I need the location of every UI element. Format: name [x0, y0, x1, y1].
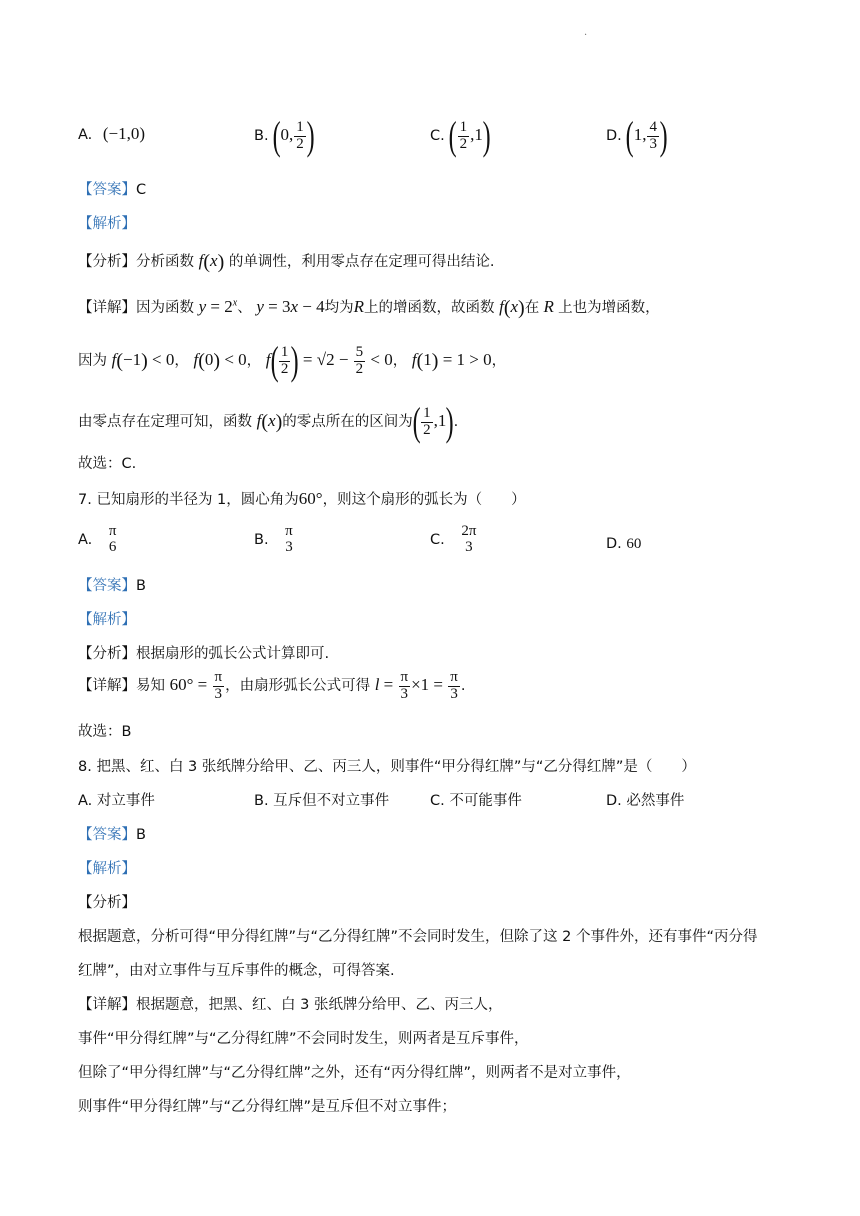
choose-line: 故选：C.: [78, 456, 137, 472]
option-b: [254, 524, 296, 556]
header-mark: ·: [584, 30, 588, 41]
detail-tag: 【详解】: [78, 997, 136, 1013]
option-value: ,1: [470, 125, 483, 144]
detail-line: [78, 670, 465, 703]
right-paren: ): [306, 113, 315, 158]
text: 在: [524, 300, 540, 316]
option-value: 0,: [280, 125, 294, 144]
fraction: $\frac{4}{3}$: [649, 118, 657, 152]
text: 因为函数: [136, 300, 194, 316]
fraction: $\frac{1}{2}$: [459, 118, 468, 152]
text: 分析函数: [136, 254, 194, 270]
fenxi-line: [78, 250, 494, 272]
text: 根据题意，把黑、红、白 3 张纸牌分给甲、乙、丙三人，: [136, 997, 503, 1013]
detail-line-3: [78, 399, 459, 444]
answer-line: [78, 178, 146, 199]
answer-line: [78, 823, 146, 844]
text: 的单调性，利用零点存在定理可得出结论.: [228, 254, 495, 270]
detail-line-1: [78, 296, 660, 318]
math-f-0: f(0) < 0: [193, 349, 247, 372]
option-label: C.: [430, 793, 445, 809]
answer-tag: 【答案】: [78, 578, 136, 594]
option-d: [606, 113, 668, 158]
option-value: 60: [626, 536, 642, 552]
math-f-half: f( $\frac{1}{2}$ ) = √2 − $\frac{5}{2}$ < 0: [265, 338, 393, 383]
text: 易知: [136, 678, 165, 695]
option-text: 对立事件: [96, 793, 155, 809]
option-d: [606, 789, 684, 810]
option-text: 必然事件: [626, 793, 685, 809]
text: ，: [246, 352, 262, 369]
answer-tag: 【答案】: [78, 182, 136, 198]
detail-line-3: 但除了“甲分得红牌”与“乙分得红牌”之外，还有“丙分得红牌”，则两者不是对立事件，: [78, 1065, 631, 1081]
option-b: [254, 113, 315, 158]
option-label: B.: [254, 531, 269, 548]
text: ，则这个扇形的弧长为（ ）: [322, 492, 526, 508]
left-paren: (: [626, 113, 635, 158]
left-paren: (: [272, 113, 281, 158]
option-a: [78, 124, 145, 144]
math-angle: 60°: [298, 489, 323, 508]
fenxi-tag: 【分析】: [78, 646, 136, 662]
analysis-tag: 【解析】: [78, 861, 136, 877]
text: 由零点存在定理可知，函数: [78, 413, 252, 430]
fraction: π 3: [285, 523, 293, 555]
math-exp: $y = 2^x$: [198, 297, 238, 316]
option-label: A.: [78, 127, 93, 143]
option-a: [78, 524, 119, 556]
option-label: B.: [254, 128, 269, 144]
text: .: [460, 678, 466, 695]
answer-value: B: [136, 578, 146, 594]
detail-tag: 【详解】: [78, 678, 136, 695]
option-label: A.: [78, 531, 93, 548]
option-text: 互斥但不对立事件: [273, 793, 390, 809]
right-paren: ): [482, 113, 491, 158]
answer-value: B: [136, 827, 146, 843]
fenxi-text-2: 红牌”，由对立事件与互斥事件的概念，可得答案.: [78, 963, 395, 979]
option-c: [430, 789, 522, 810]
option-label: B.: [254, 793, 269, 809]
option-b: [254, 789, 389, 810]
math-angle-eq: 60° = $\frac{\pi}{3}$: [169, 669, 223, 702]
right-paren: ): [659, 113, 668, 158]
fraction: 2π 3: [461, 523, 477, 555]
option-label: C.: [430, 128, 445, 144]
question-7-stem: [78, 488, 526, 509]
analysis-tag: 【解析】: [78, 612, 136, 628]
text: 、: [237, 300, 252, 316]
text: ，: [392, 352, 408, 369]
option-c: [430, 113, 491, 158]
question-8-stem: 8. 把黑、红、白 3 张纸牌分给甲、乙、丙三人，则事件“甲分得红牌”与“乙分得红牌”是（ ）: [78, 759, 696, 775]
option-value: (−1,0): [102, 124, 146, 143]
left-paren: (: [449, 113, 458, 158]
detail-tag: 【详解】: [78, 300, 136, 316]
text: ，: [491, 352, 507, 369]
text: ，: [174, 352, 189, 369]
text: 根据扇形的弧长公式计算即可.: [136, 646, 330, 662]
math-R: R: [539, 297, 559, 316]
text: 均为: [324, 300, 354, 316]
option-a: [78, 789, 155, 810]
math-f-1: f(1) = 1 > 0: [411, 349, 492, 372]
fenxi-text-1: 根据题意，分析可得“甲分得红牌”与“乙分得红牌”不会同时发生，但除了这 2 个事件外，还有事件“丙分得: [78, 929, 758, 945]
fenxi-line: [78, 642, 329, 663]
text: ，由扇形弧长公式可得: [225, 678, 371, 695]
option-d: [606, 536, 641, 553]
option-label: D.: [606, 793, 622, 809]
text: 的零点所在的区间为: [282, 413, 413, 430]
option-label: D.: [606, 128, 622, 144]
math-fx: f(x): [256, 410, 283, 433]
math-linear: y = 3x − 4: [256, 297, 325, 316]
choose-line: 故选：B: [78, 724, 132, 740]
math-R: R: [353, 297, 364, 316]
math-fx: f(x): [198, 251, 225, 274]
detail-line-4: 则事件“甲分得红牌”与“乙分得红牌”是互斥但不对立事件；: [78, 1099, 457, 1115]
math-arc-length: l = $\frac{\pi}{3}$ ×1 = $\frac{\pi}{3}$: [374, 669, 458, 702]
answer-value: C: [136, 182, 147, 198]
option-c: [430, 524, 479, 556]
option-label: C.: [430, 531, 445, 548]
fenxi-tag: 【分析】: [78, 895, 136, 911]
fraction: π 6: [108, 523, 117, 555]
fraction: $\frac{1}{2}$: [296, 118, 304, 152]
detail-line-2: [78, 338, 507, 383]
math-f-neg1: f(−1) < 0: [111, 349, 175, 372]
detail-line-2: 事件“甲分得红牌”与“乙分得红牌”不会同时发生，则两者是互斥事件，: [78, 1031, 529, 1047]
text: 7. 已知扇形的半径为 1，圆心角为: [78, 492, 299, 508]
analysis-tag: 【解析】: [78, 216, 136, 232]
option-value: 1,: [633, 125, 647, 144]
answer-line: [78, 574, 146, 595]
fenxi-tag: 【分析】: [78, 254, 136, 270]
option-label: D.: [606, 536, 622, 552]
option-label: A.: [78, 793, 93, 809]
text: .: [453, 413, 459, 430]
math-interval: ( $\frac{1}{2}$ ,1): [412, 399, 454, 444]
text: 上的增函数，故函数: [363, 300, 495, 316]
text: 上也为增函数，: [558, 300, 660, 316]
option-text: 不可能事件: [449, 793, 522, 809]
math-fx: f(x): [499, 297, 525, 320]
text: 因为: [78, 352, 107, 369]
answer-tag: 【答案】: [78, 827, 136, 843]
detail-line-1: [78, 993, 502, 1014]
